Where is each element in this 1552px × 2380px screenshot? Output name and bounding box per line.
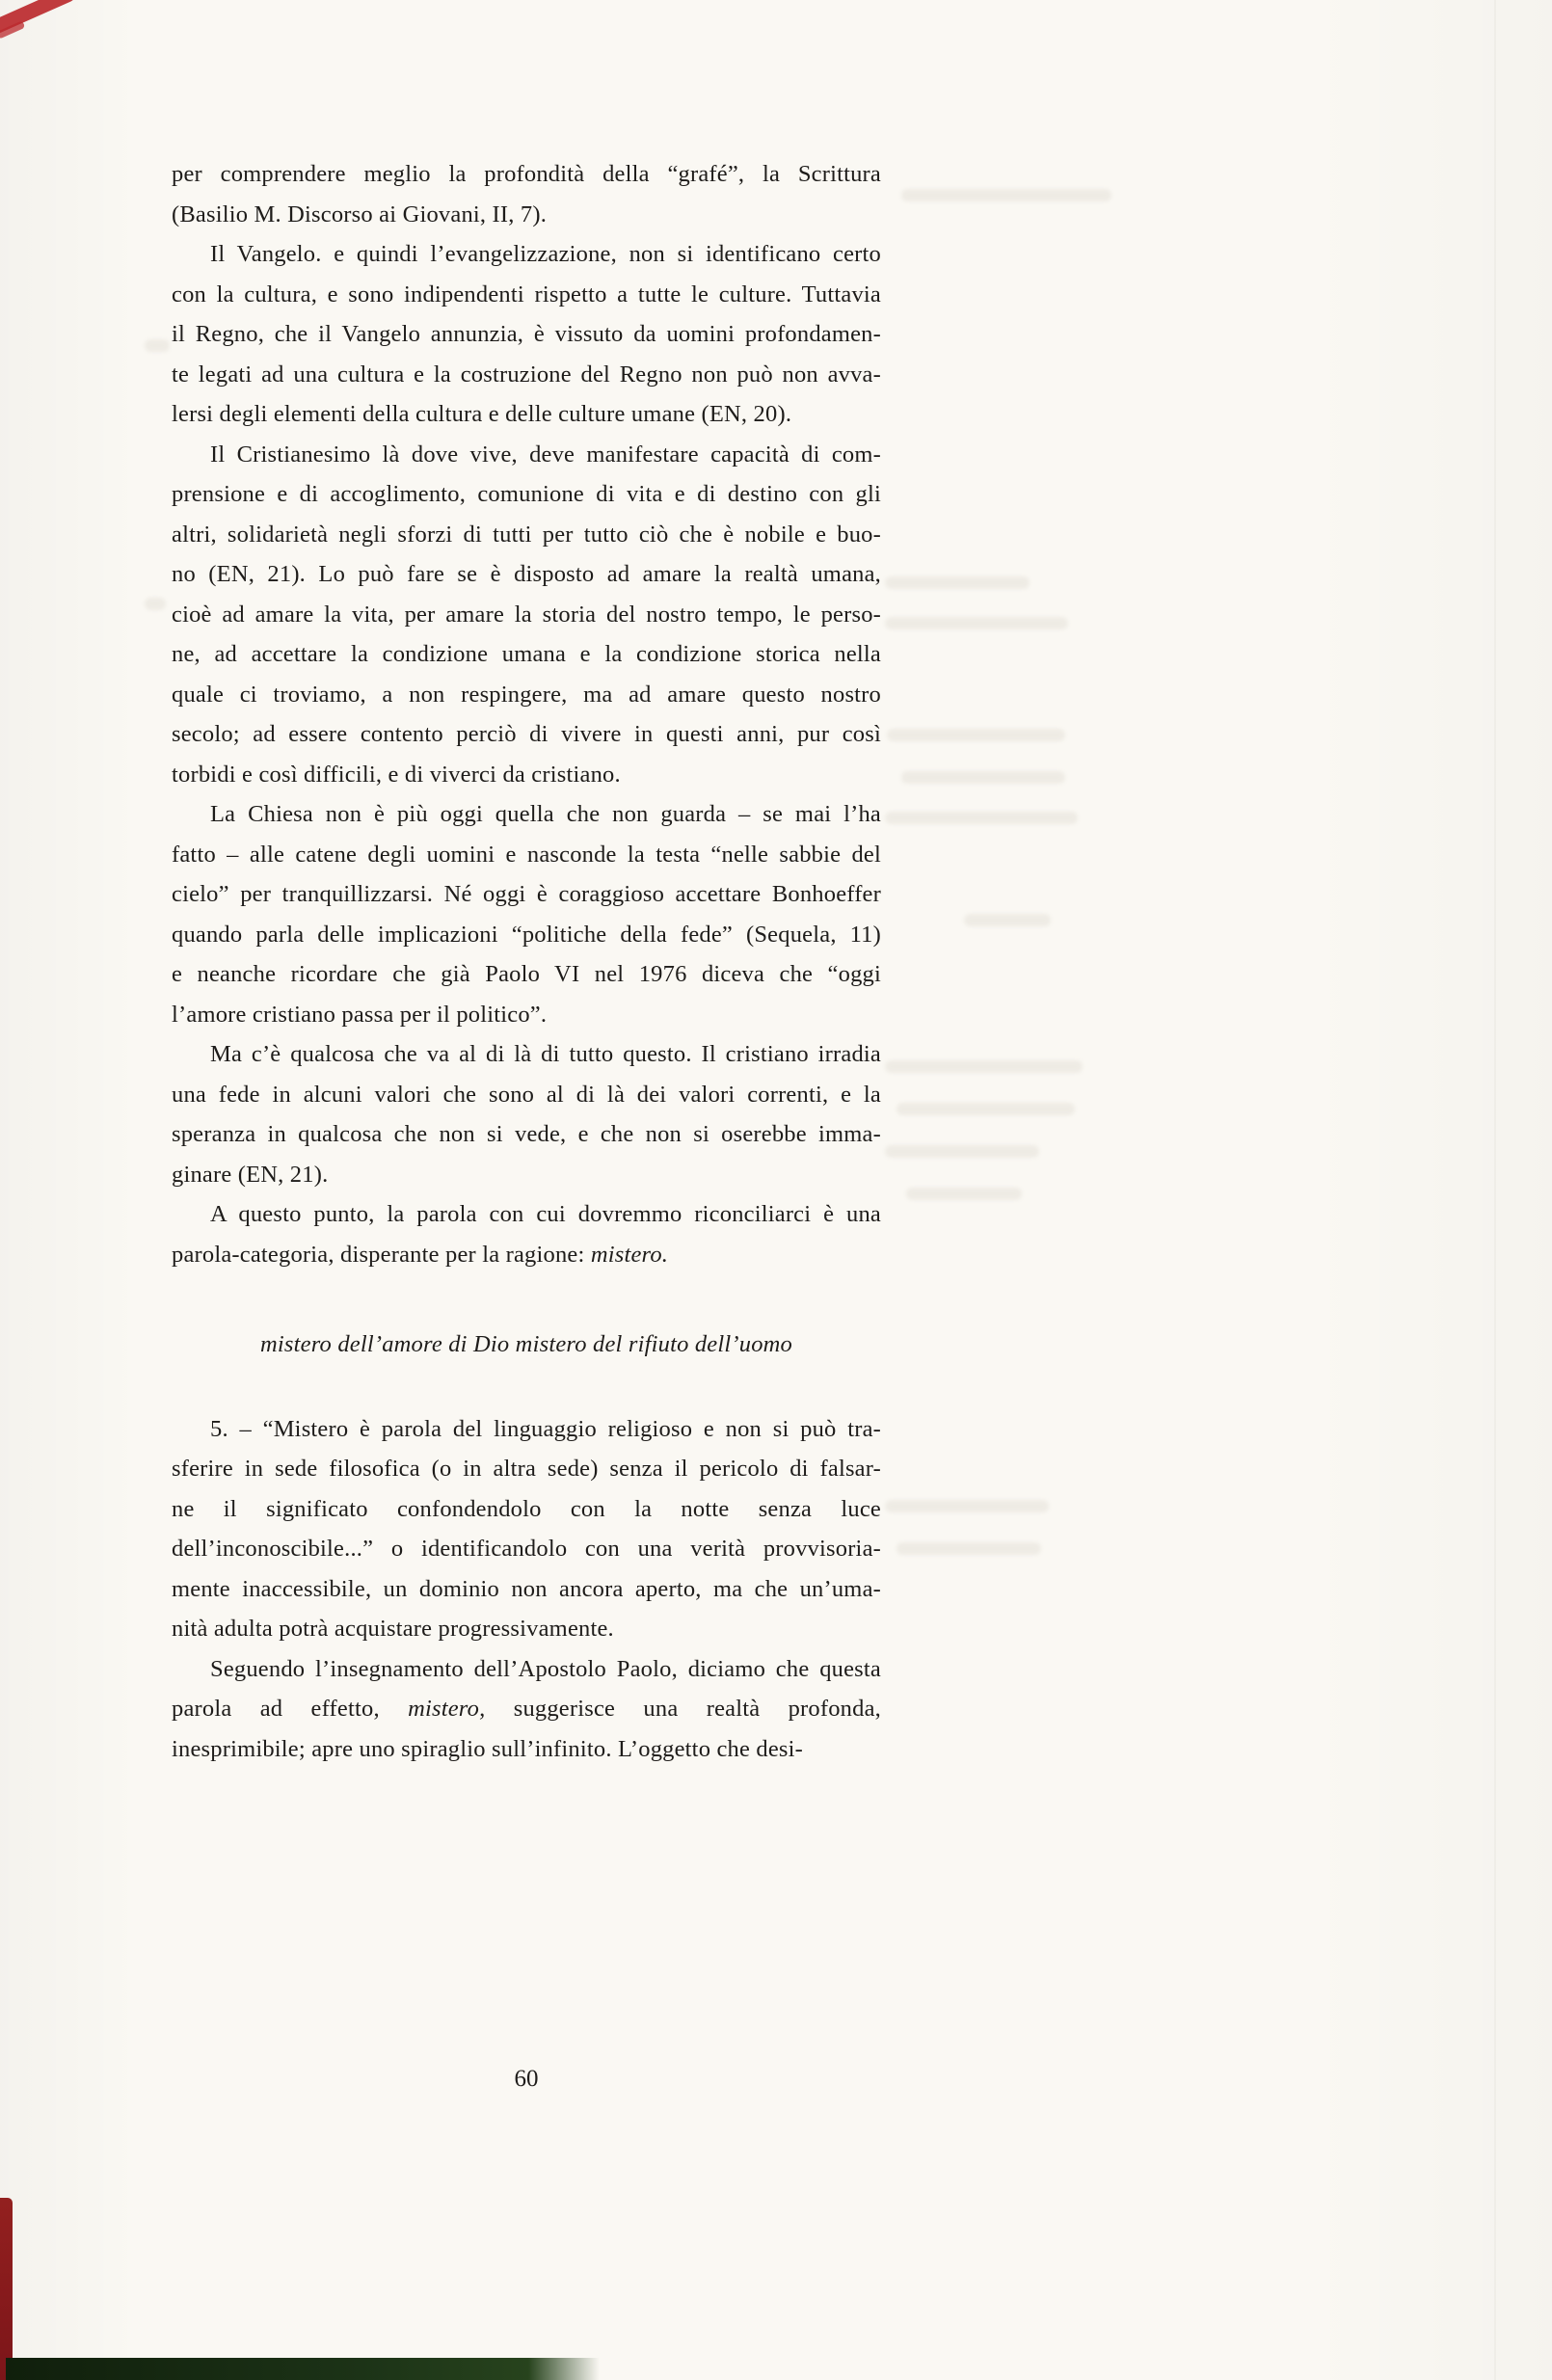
bleedthrough-smudge [885, 812, 1078, 824]
text-line: La Chiesa non è più oggi quella che non guarda – se mai l’ha [210, 801, 881, 827]
scan-artifact-red-streak-top-left [0, 0, 77, 40]
text-line: 5. – “Mistero è parola del linguaggio religioso e non si può tra- [210, 1415, 881, 1442]
text-line: inesprimibile; apre uno spiraglio sull’infinito. L’oggetto che desi- [172, 1735, 804, 1762]
text-line: quale ci troviamo, a non respingere, ma ad amare questo nostro [172, 681, 881, 708]
scan-artifact-red-strip-bottom-left [0, 2198, 13, 2380]
text-line: parola ad effetto, mistero, suggerisce una realtà profonda, [172, 1696, 881, 1722]
text-line: nità adulta potrà acquistare progressivamente. [172, 1616, 614, 1642]
text-line: e neanche ricordare che già Paolo VI nel 1976 diceva che “oggi [172, 961, 881, 987]
text-line: mente inaccessibile, un dominio non ancora aperto, ma che un’uma- [172, 1575, 881, 1602]
text-column [172, 154, 881, 1769]
bleedthrough-smudge [885, 1060, 1083, 1073]
text-line: Il Vangelo. e quindi l’evangelizzazione, non si identificano certo [210, 241, 881, 267]
paragraph [172, 154, 881, 234]
paragraph [172, 1649, 881, 1770]
text-line: prensione e di accoglimento, comunione di vita e di destino con gli [172, 481, 881, 507]
page-number: 60 [514, 2066, 539, 2092]
text-line: ne, ad accettare la condizione umana e la condizione storica nella [172, 641, 881, 667]
text-line: parola-categoria, disperante per la ragione: mistero. [172, 1241, 669, 1268]
text-line: Ma c’è qualcosa che va al di là di tutto questo. Il cristiano irradia [210, 1041, 881, 1067]
bleedthrough-smudge [906, 1188, 1022, 1200]
paragraph [172, 435, 881, 795]
text-line: per comprendere meglio la profondità della “grafé”, la Scrittura [172, 161, 881, 187]
bleedthrough-smudge [885, 576, 1030, 589]
bleedthrough-smudge [145, 339, 170, 352]
paragraph [172, 794, 881, 1034]
paragraph [172, 1409, 881, 1649]
text-line: con la cultura, e sono indipendenti rispetto a tutte le culture. Tuttavia [172, 281, 881, 308]
text-line: no (EN, 21). Lo può fare se è disposto ad amare la realtà umana, [172, 561, 881, 587]
text-line: secolo; ad essere contento perciò di vivere in questi anni, pur così [172, 721, 881, 747]
bleedthrough-smudge [896, 1542, 1041, 1555]
bleedthrough-smudge [885, 1145, 1039, 1158]
text-line: il Regno, che il Vangelo annunzia, è vissuto da uomini profondamen- [172, 321, 881, 347]
text-line: torbidi e così difficili, e di viverci da cristiano. [172, 761, 621, 788]
bleedthrough-smudge [901, 189, 1111, 201]
bleedthrough-smudge [964, 914, 1051, 926]
scan-artifact-green-strip-bottom [6, 2358, 600, 2380]
text-line: l’amore cristiano passa per il politico”. [172, 1001, 548, 1028]
text-line: Seguendo l’insegnamento dell’Apostolo Paolo, diciamo che questa [210, 1655, 881, 1682]
text-line: ginare (EN, 21). [172, 1161, 329, 1188]
bleedthrough-smudge [885, 1500, 1049, 1512]
bleedthrough-smudge [901, 771, 1065, 784]
section-heading: mistero dell’amore di Dio mistero del rifiuto dell’uomo [260, 1331, 792, 1357]
bleedthrough-smudge [896, 1103, 1075, 1115]
text-line: ne il significato confondendolo con la notte senza luce [172, 1495, 881, 1522]
paragraph [172, 234, 881, 435]
text-line: te legati ad una cultura e la costruzione del Regno non può non avva- [172, 361, 881, 388]
text-line: una fede in alcuni valori che sono al di là dei valori correnti, e la [172, 1081, 881, 1108]
page-edge-shadow [1494, 0, 1496, 2380]
text-line: sferire in sede filosofica (o in altra sede) senza il pericolo di falsar- [172, 1456, 881, 1482]
bleedthrough-smudge [885, 617, 1068, 629]
text-line: cielo” per tranquillizzarsi. Né oggi è coraggioso accettare Bonhoeffer [172, 881, 881, 907]
text-line: A questo punto, la parola con cui dovremmo riconciliarci è una [210, 1201, 881, 1227]
text-line: altri, solidarietà negli sforzi di tutti per tutto ciò che è nobile e buo- [172, 521, 881, 548]
paragraph [172, 1034, 881, 1194]
bleedthrough-smudge [145, 598, 166, 610]
text-line: lersi degli elementi della cultura e delle culture umane (EN, 20). [172, 401, 792, 427]
text-line: quando parla delle implicazioni “politiche della fede” (Sequela, 11) [172, 921, 881, 948]
text-line: cioè ad amare la vita, per amare la storia del nostro tempo, le perso- [172, 601, 881, 628]
text-line: (Basilio M. Discorso ai Giovani, II, 7). [172, 201, 548, 227]
text-line: fatto – alle catene degli uomini e nasconde la testa “nelle sabbie del [172, 841, 881, 868]
paragraph [172, 1194, 881, 1274]
text-line: Il Cristianesimo là dove vive, deve manifestare capacità di com- [210, 441, 881, 468]
text-line: dell’inconoscibile...” o identificandolo con una verità provvisoria- [172, 1536, 881, 1562]
text-line: speranza in qualcosa che non si vede, e che non si oserebbe imma- [172, 1121, 881, 1147]
bleedthrough-smudge [887, 729, 1065, 741]
